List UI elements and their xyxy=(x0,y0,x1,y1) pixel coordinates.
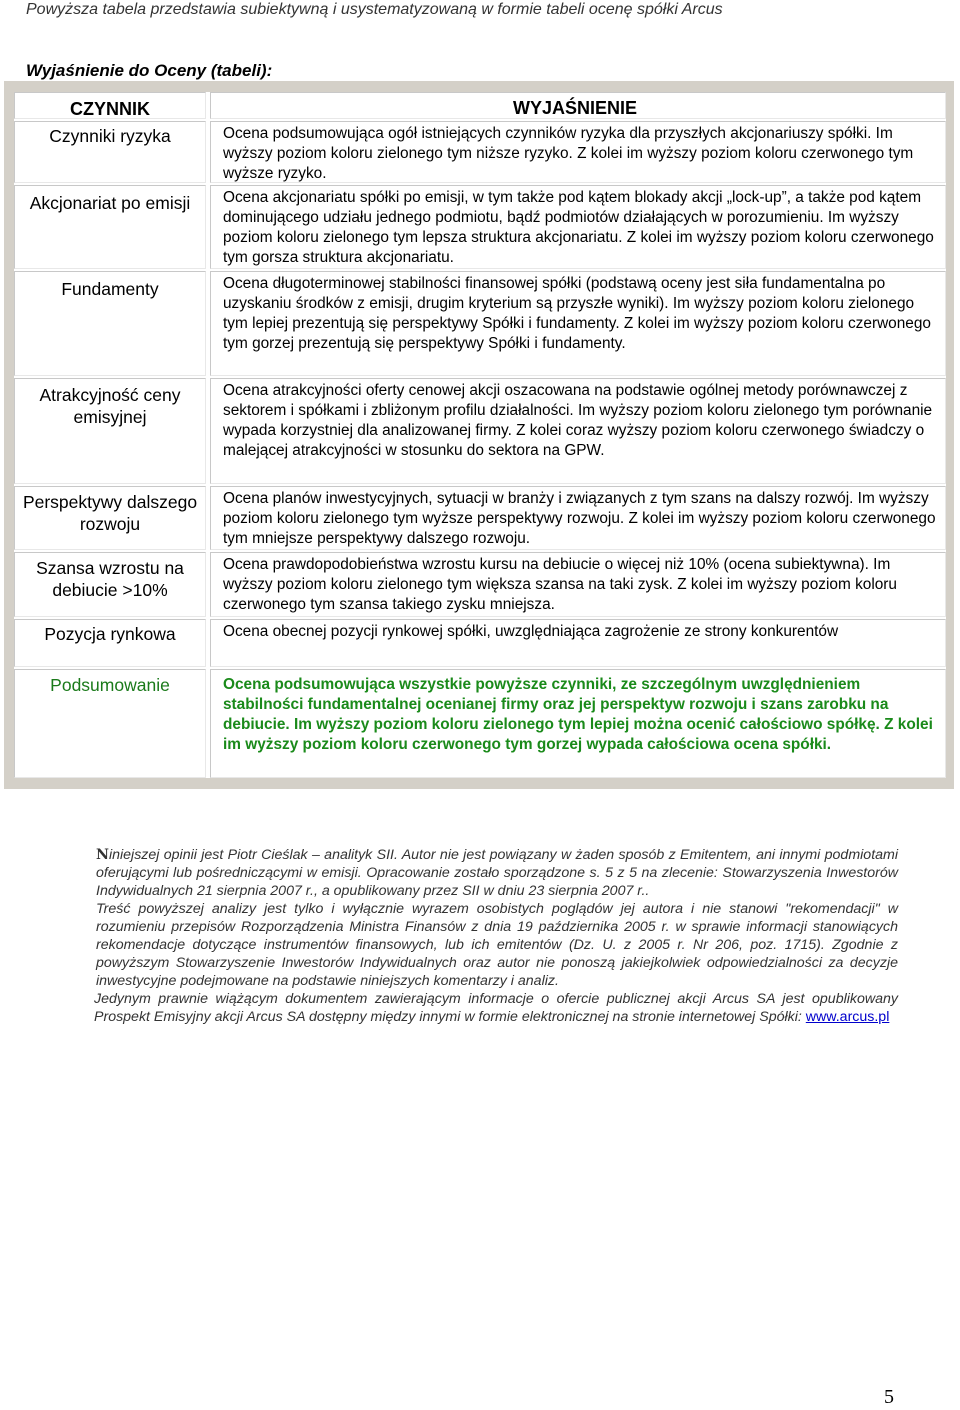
explanation-cell-fundamentals: Ocena długoterminowej stabilności finansowej spółki (podstawą oceny jest siła fundamentalna po uzyskaniu środków z emisji, drugim kryterium są przyszłe wyniki). Im wyższy poziom koloru zielonego tym lepiej prezentują się perspektywy Spółki i fundamenty. Z kolei im wyższy poziom koloru czerwonego tym gorzej prezentują się perspektywy Spółki i fundamenty. xyxy=(210,271,946,376)
column-header-factor: CZYNNIK xyxy=(14,92,206,119)
explanation-cell-debut-growth: Ocena prawdopodobieństwa wzrostu kursu na debiucie o więcej niż 10% (ocena subiektywna). Im wyższy poziom koloru zielonego tym większa szansa na taki zysk. Z kolei im wyższy poziom koloru czerwonego tym szansa takiego zysku mniejsza. xyxy=(210,552,946,617)
section-title: Wyjaśnienie do Oceny (tabeli): xyxy=(26,61,273,80)
explanation-table-frame xyxy=(4,81,954,789)
page-number: 5 xyxy=(884,1386,894,1408)
disclaimer-author-paragraph xyxy=(26,846,898,900)
page-header: Powyższa tabela przedstawia subiektywną i usystematyzowaną w formie tabeli ocenę spółki Arcus xyxy=(26,1,723,18)
disclaimer-recommendation-paragraph: Treść powyższej analizy jest tylko i wyłącznie wyrazem osobistych poglądów jej autora i nie stanowi "rekomendacji" w rozumieniu przepisów Rozporządzenia Ministra Finansów z dnia 19 października 2005 r. w sprawie informacji stanowiących rekomendacje dotyczące instrumentów finansowych, lub ich emitentów (Dz. U. z 2005 r. Nr 206, poz. 1715). Zgodnie z powyższym Stowarzyszenie Inwestorów Indywidualnych oraz autor nie ponoszą jakiejkolwiek odpowiedzialności za decyzje inwestycyjne podejmowane na podstawie niniejszych komentarzy i analiz. xyxy=(96,901,898,989)
factor-cell-debut-growth: Szansa wzrostu na debiucie >10% xyxy=(14,552,206,617)
explanation-cell-risk: Ocena podsumowująca ogół istniejących czynników ryzyka dla przyszłych akcjonariuszy spółki. Im wyższy poziom koloru zielonego tym niższe ryzyko. Z kolei im wyższy poziom koloru czerwonego tym wyższe ryzyko. xyxy=(210,121,946,183)
disclaimer-prospectus-paragraph xyxy=(26,990,898,1026)
disclaimer-author-text: iniejszej opinii jest Piotr Cieślak – analityk SII. Autor nie jest powiązany w żaden sposób z Emitentem, ani innymi podmiotami oferującymi lub pośredniczącymi w emisji. Opracowanie zostało sporządzone s. 5 z 5 na zlecenie: Stowarzyszenia Inwestorów Indywidualnych 21 sierpnia 2007 r., a opublikowany przez SII w dniu 23 sierpnia 2007 r.. xyxy=(96,847,898,899)
explanation-table xyxy=(14,92,946,778)
factor-cell-shareholding: Akcjonariat po emisji xyxy=(14,185,206,269)
factor-cell-development: Perspektywy dalszego rozwoju xyxy=(14,486,206,550)
explanation-cell-development: Ocena planów inwestycyjnych, sytuacji w branży i związanych z tym szans na dalszy rozwój. Im wyższy poziom koloru zielonego tym wyższe perspektywy rozwoju. Z kolei im wyższy poziom koloru czerwonego tym mniejsze perspektywy dalszego rozwoju. xyxy=(210,486,946,550)
explanation-cell-price-attractiveness: Ocena atrakcyjności oferty cenowej akcji oszacowana na podstawie ogólnej metody porównawczej z sektorem i spółkami i zbliżonym profilu działalności. Im wyższy poziom koloru zielonego tym porównanie wypada korzystniej dla analizowanej firmy. Z kolei coraz wyższy poziom koloru czerwonego świadczy o malejącej atrakcyjności w stosunku do sektora na GPW. xyxy=(210,378,946,484)
explanation-cell-shareholding: Ocena akcjonariatu spółki po emisji, w tym także pod kątem blokady akcji „lock-up”, a także pod kątem dominującego udziału jednego podmiotu, bądź podmiotów działających w porozumieniu. Im wyższy poziom koloru zielonego tym lepsza struktura akcjonariatu. Z kolei im wyższy poziom koloru czerwonego tym gorsza struktura akcjonariatu. xyxy=(210,185,946,269)
factor-cell-summary: Podsumowanie xyxy=(14,669,206,778)
factor-cell-price-attractiveness: Atrakcyjność ceny emisyjnej xyxy=(14,378,206,484)
company-website-link[interactable]: www.arcus.pl xyxy=(805,1009,890,1025)
factor-cell-risk: Czynniki ryzyka xyxy=(14,121,206,183)
factor-cell-fundamentals: Fundamenty xyxy=(14,271,206,376)
disclaimer-prospectus-text: Jedynym prawnie wiążącym dokumentem zawierającym informacje o ofercie publicznej akcji Arcus SA jest opublikowany Prospekt Emisyjny akcji Arcus SA dostępny między innymi w formie elektronicznej na stronie internetowej Spółki: xyxy=(94,991,898,1025)
factor-cell-market-position: Pozycja rynkowa xyxy=(14,619,206,667)
disclaimer-footer xyxy=(26,846,898,1026)
drop-initial: N xyxy=(96,847,109,863)
column-header-explanation: WYJAŚNIENIE xyxy=(210,92,946,119)
explanation-cell-market-position: Ocena obecnej pozycji rynkowej spółki, uwzględniająca zagrożenie ze strony konkurentów xyxy=(210,619,946,667)
explanation-cell-summary: Ocena podsumowująca wszystkie powyższe czynniki, ze szczególnym uwzględnieniem stabilności fundamentalnej ocenianej firmy oraz jej perspektyw rozwoju i szans zarobku na debiucie. Im wyższy poziom koloru zielonego tym lepiej można ocenić całościowo spółkę. Z kolei im wyższy poziom koloru czerwonego tym gorzej wypada całościowa ocena spółki. xyxy=(210,669,946,778)
